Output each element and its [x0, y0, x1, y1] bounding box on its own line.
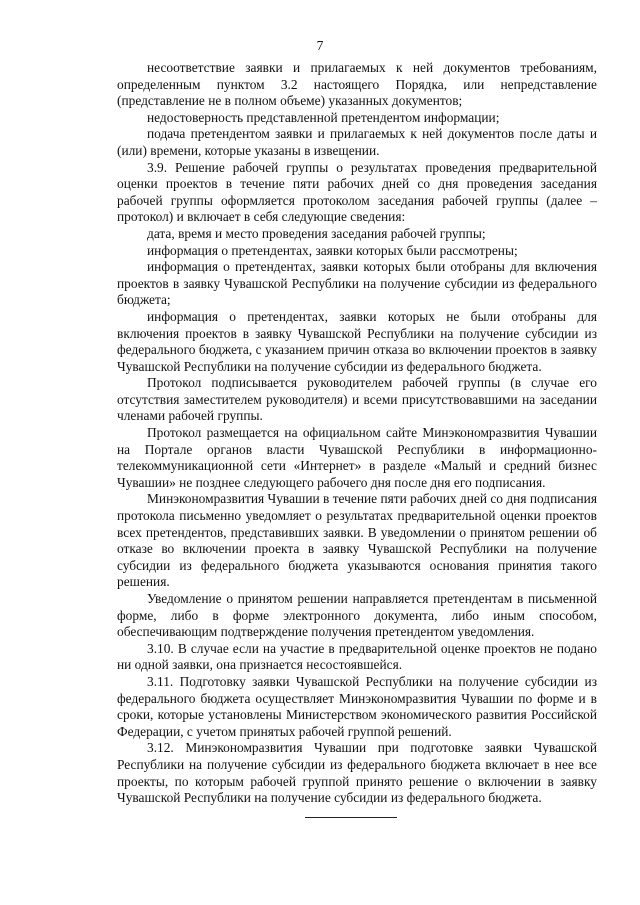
paragraph-late-submission: подача претендентом заявки и прилагаемых к ней документов после даты и (или) времени, которые указаны в извещении. [117, 126, 597, 158]
paragraph-notification: Минэкономразвития Чувашии в течение пяти рабочих дней со дня подписания протокола письменно уведомляет о результатах предварительной оценки проектов всех претендентов, представивших заявки. В уведомлении о принятом решении об отказе во включении проекта в заявку Чувашской Республики на получение субсидии из федерального бюджета указываются основания принятия такого решения. [117, 491, 597, 590]
paragraph-protocol-publication: Протокол размещается на официальном сайте Минэкономразвития Чувашии на Портале органов власти Чувашской Республики в информационно-телекоммуникационной сети «Интернет» в разделе «Малый и средний бизнес Чувашии» не позднее следующего рабочего дня после дня его подписания. [117, 425, 597, 490]
paragraph-notification-form: Уведомление о принятом решении направляется претендентам в письменной форме, либо в форме электронного документа, либо иным способом, обеспечивающим подтверждение получения претендентом уведомления. [117, 591, 597, 640]
end-divider [305, 817, 397, 818]
paragraph-protocol-signing: Протокол подписывается руководителем рабочей группы (в случае его отсутствия заместителем руководителя) и всеми присутствовавшими на заседании членами рабочей группы. [117, 375, 597, 424]
paragraph-3-9: 3.9. Решение рабочей группы о результатах проведения предварительной оценки проектов в течение пяти рабочих дней со дня проведения заседания рабочей группы оформляется протоколом заседания рабочей группы (далее – протокол) и включает в себя следующие сведения: [117, 159, 597, 225]
paragraph-nonconformity: несоответствие заявки и прилагаемых к ней документов требованиям, определенным пунктом 3.2 настоящего Порядка, или непредставление (представление не в полном объеме) указанных документов; [117, 60, 597, 109]
paragraph-selected-applicants: информация о претендентах, заявки которых были отобраны для включения проектов в заявку Чувашской Республики на получение субсидии из федерального бюджета; [117, 259, 597, 308]
paragraph-3-12: 3.12. Минэкономразвития Чувашии при подготовке заявки Чувашской Республики на получение субсидии из федерального бюджета включает в нее все проекты, по которым рабочей группой принято решение о включении в заявку Чувашской Республики на получение субсидии из федерального бюджета. [117, 740, 597, 806]
paragraph-3-11: 3.11. Подготовку заявки Чувашской Республики на получение субсидии из федерального бюджета осуществляет Минэкономразвития Чувашии по форме и в сроки, которые установлены Министерством экономического развития Российской Федерации, с учетом принятых рабочей группой решений. [117, 673, 597, 739]
page-number: 7 [316, 38, 324, 53]
paragraph-reviewed-applicants: информация о претендентах, заявки которых были рассмотрены; [147, 242, 518, 258]
paragraph-meeting-details: дата, время и место проведения заседания рабочей группы; [147, 225, 486, 241]
paragraph-unreliable-info: недостоверность представленной претендентом информации; [147, 109, 500, 125]
paragraph-rejected-applicants: информация о претендентах, заявки которых не были отобраны для включения проектов в заявку Чувашской Республики на получение субсидии из федерального бюджета, с указанием причин отказа во включении проектов в заявку Чувашской Республики на получение субсидии из федерального бюджета. [117, 308, 597, 374]
paragraph-3-10: 3.10. В случае если на участие в предварительной оценке проектов не подано ни одной заявки, она признается несостоявшейся. [117, 640, 597, 673]
document-body [117, 60, 597, 807]
